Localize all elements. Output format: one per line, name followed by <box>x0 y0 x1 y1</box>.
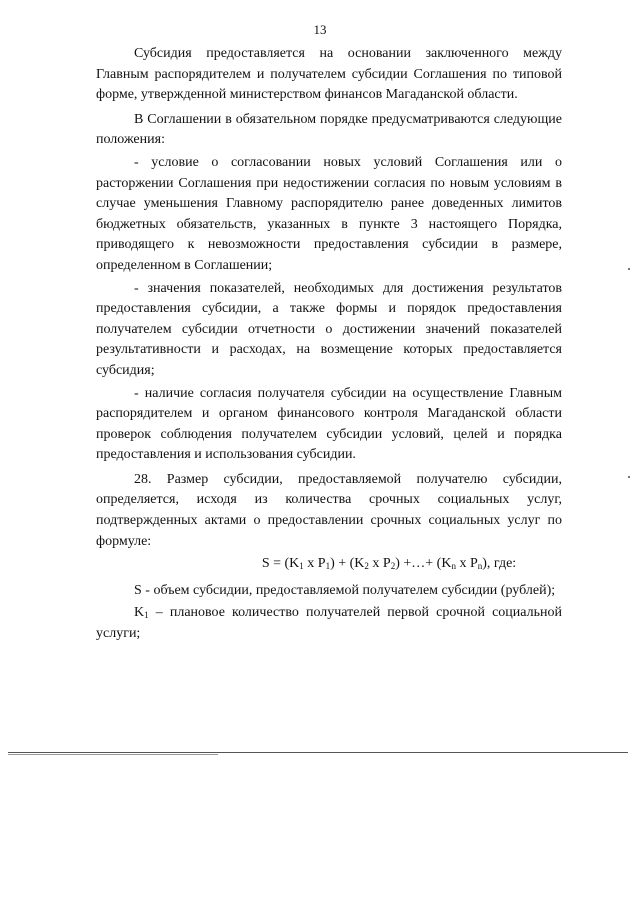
scan-margin-mark <box>628 476 630 478</box>
page-number: 13 <box>313 22 327 37</box>
paragraph-new-conditions: - условие о согласовании новых условий Соглашения или о расторжении Соглашения при недостижении согласия по новым условиям в случае уменьшения Главному распорядителю ранее доведенных лимитов бюджетных обязательств, указанных в пункте 3 настоящего Порядка, приводящего к невозможности предоставления субсидии в размере, определенном в Соглашении; <box>96 154 562 273</box>
paragraph-subsidy-size: 28. Размер субсидии, предоставляемой получателю субсидии, определяется, исходя из количества срочных социальных услуг, подтвержденных актами о предоставлении срочных социальных услуг по формуле: <box>96 471 562 549</box>
subsidy-formula: $S = (K_1$ х $P_1) + (K_2$ х $P_2$) +…+ ($K_n$ х $P_n$), где: <box>261 556 517 572</box>
document-body <box>96 44 562 649</box>
scan-margin-mark <box>628 268 630 270</box>
scan-bottom-line <box>8 752 628 753</box>
paragraph-agreement-provisions: В Соглашении в обязательном порядке предусматриваются следующие положения: <box>96 111 562 148</box>
definition-s: S - объем субсидии, предоставляемой получателем субсидии (рублей); <box>134 582 556 598</box>
definition-k1: $K_1$ – плановое количество получателей первой срочной социальной услуги; <box>96 605 562 642</box>
scan-bottom-line-faint <box>8 754 218 755</box>
paragraph-indicators: - значения показателей, необходимых для достижения результатов предоставления субсидии, а также формы и порядок предоставления получателем субсидии отчетности о достижении значений показателей результативности и расходах, на возмещение которых предоставляется субсидия; <box>96 280 562 378</box>
paragraph-agreement-basis: Субсидия предоставляется на основании заключенного между Главным распорядителем и получателем субсидии Соглашения по типовой форме, утвержденной министерством финансов Магаданской области. <box>96 46 562 103</box>
paragraph-consent: - наличие согласия получателя субсидии на осуществление Главным распорядителем и органом финансового контроля Магаданской области проверок соблюдения получателем субсидии условий, целей и порядка предоставления и использования субсидии. <box>96 385 562 463</box>
